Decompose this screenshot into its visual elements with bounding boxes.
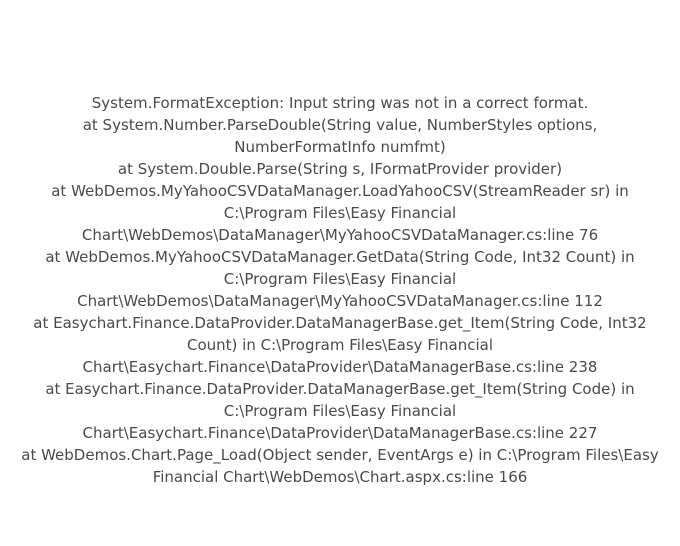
stack-frame-double-parse: at System.Double.Parse(String s, IFormatProvider provider) [117,160,563,178]
stack-frame-parse-double: at System.Number.ParseDouble(String value, NumberStyles options, NumberFormatInfo numfmt) [82,116,598,156]
stack-frame-get-item-code: at Easychart.Finance.DataProvider.DataManagerBase.get_Item(String Code) in C:\Program Files\Easy Financial Chart\Easychart.Finance\DataProvider\DataManagerBase.cs:line 227 [45,380,635,442]
stack-frame-page-load: at WebDemos.Chart.Page_Load(Object sender, EventArgs e) in C:\Program Files\Easy Financial Chart\WebDemos\Chart.aspx.cs:line 166 [21,446,659,486]
exception-stack-trace [0,92,680,488]
exception-message: System.FormatException: Input string was not in a correct format. [91,94,589,112]
stack-frame-get-item-code-count: at Easychart.Finance.DataProvider.DataManagerBase.get_Item(String Code, Int32 Count) in C:\Program Files\Easy Financial Chart\Easychart.Finance\DataProvider\DataManagerBase.cs:line 238 [33,314,647,376]
stack-frame-get-data: at WebDemos.MyYahooCSVDataManager.GetData(String Code, Int32 Count) in C:\Program Files\Easy Financial Chart\WebDemos\DataManager\MyYahooCSVDataManager.cs:line 112 [45,248,635,310]
stack-frame-load-yahoo-csv: at WebDemos.MyYahooCSVDataManager.LoadYahooCSV(StreamReader sr) in C:\Program Files\Easy Financial Chart\WebDemos\DataManager\MyYahooCSVDataManager.cs:line 76 [51,182,629,244]
